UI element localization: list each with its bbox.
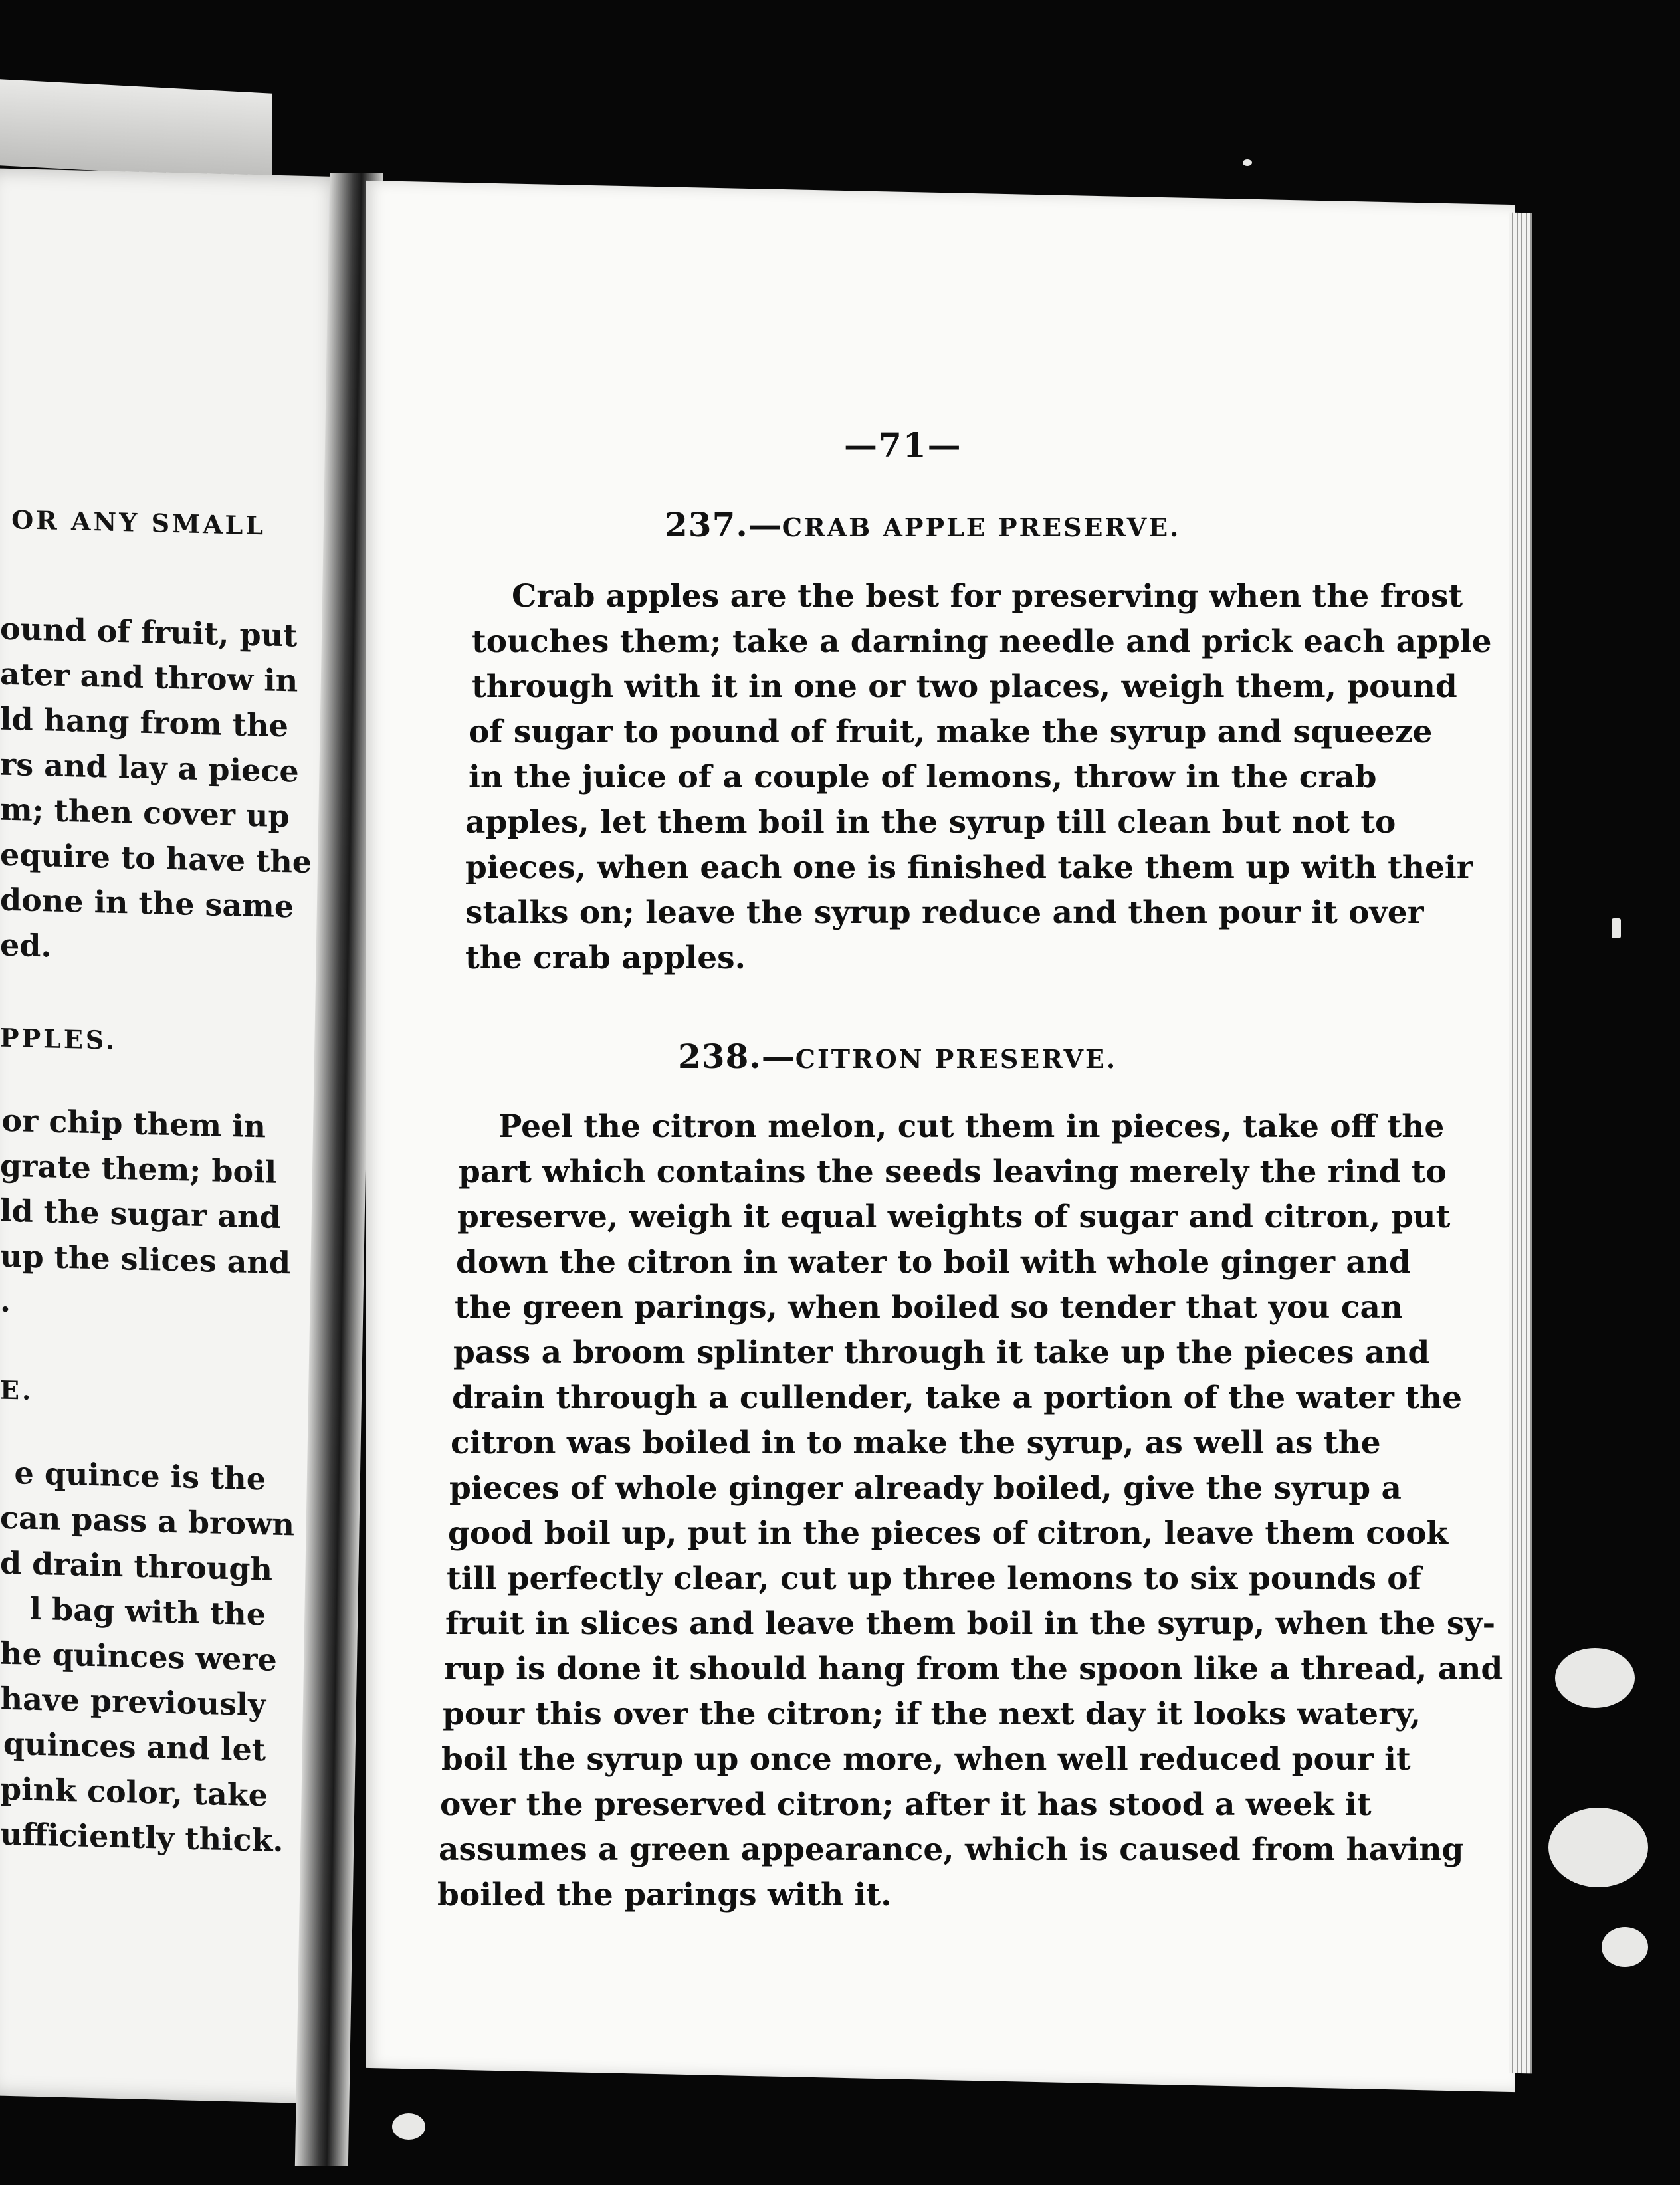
recipe-237-line: in the juice of a couple of lemons, throw in the crab: [469, 759, 1377, 795]
scan-noise: [1602, 1927, 1648, 1967]
left-page-top-edge: [0, 79, 272, 179]
left-page-line: or chip them in: [1, 1102, 266, 1145]
left-page-line: equire to have the: [0, 836, 312, 881]
left-page-line: d drain through: [0, 1544, 272, 1588]
left-page-line: pink color, take: [0, 1770, 268, 1814]
recipe-238-line: preserve, weigh it equal weights of sugar and citron, put: [457, 1199, 1451, 1235]
left-page-line: can pass a brown: [0, 1499, 294, 1543]
left-page-line: done in the same: [0, 881, 294, 925]
scan-noise: [1555, 1648, 1635, 1708]
left-page-line: rs and lay a piece: [0, 746, 299, 789]
recipe-238-line: citron was boiled in to make the syrup, as well as the: [451, 1425, 1381, 1461]
recipe-237-line: apples, let them boil in the syrup till clean but not to: [465, 804, 1396, 841]
left-page-line: OR ANY SMALL: [11, 504, 266, 541]
recipe-number: 238.—: [678, 1037, 795, 1076]
recipe-238-line: part which contains the seeds leaving merely the rind to: [459, 1154, 1447, 1190]
recipe-237-line: of sugar to pound of fruit, make the syrup and squeeze: [469, 714, 1433, 750]
right-page-edge: [1509, 213, 1532, 2074]
left-page-line: he quinces were: [0, 1635, 277, 1678]
recipe-238-line: the green parings, when boiled so tender that you can: [455, 1289, 1404, 1326]
left-page-line: ufficiently thick.: [0, 1816, 284, 1859]
recipe-237-line: stalks on; leave the syrup reduce and then pour it over: [465, 894, 1424, 931]
left-page-line: ater and throw in: [0, 655, 298, 699]
recipe-237-title: [665, 505, 1180, 544]
recipe-238-line: till perfectly clear, cut up three lemons to six pounds of: [447, 1560, 1421, 1597]
scan-noise: [1612, 918, 1621, 938]
recipe-238-line: drain through a cullender, take a portion of the water the: [452, 1380, 1462, 1416]
recipe-238-line: assumes a green appearance, which is caused from having: [439, 1831, 1464, 1868]
left-page-line: l bag with the: [29, 1590, 266, 1633]
left-page-line: have previously: [0, 1680, 266, 1723]
recipe-238-line: rup is done it should hang from the spoon like a thread, and: [444, 1651, 1503, 1687]
recipe-238-line: pass a broom splinter through it take up the pieces and: [453, 1334, 1430, 1371]
scan-noise: [1548, 1808, 1648, 1887]
scan-noise: [1243, 159, 1252, 166]
left-page-line: m; then cover up: [0, 791, 290, 835]
recipe-238-line: pieces of whole ginger already boiled, give the syrup a: [449, 1470, 1402, 1507]
scan-noise: [392, 2113, 425, 2140]
recipe-238-line: boil the syrup up once more, when well reduced pour it: [441, 1741, 1411, 1778]
recipe-238-line: pour this over the citron; if the next day it looks watery,: [443, 1696, 1421, 1732]
recipe-238-line: over the preserved citron; after it has stood a week it: [440, 1786, 1372, 1823]
recipe-number: 237.—: [665, 505, 782, 544]
left-page-line: E.: [0, 1374, 34, 1405]
recipe-238-line: Peel the citron melon, cut them in pieces, take off the: [498, 1108, 1445, 1145]
left-page-line: ed.: [0, 926, 52, 964]
left-page-line: PPLES.: [0, 1022, 118, 1055]
left-page-line: .: [0, 1283, 11, 1320]
left-page-line: grate them; boil: [0, 1147, 277, 1190]
recipe-238-line: boiled the parings with it.: [437, 1877, 892, 1913]
recipe-238-title: [678, 1037, 1117, 1076]
recipe-name: CITRON PRESERVE.: [795, 1044, 1118, 1074]
left-page-line: up the slices and: [0, 1237, 291, 1281]
left-page-line: ound of fruit, put: [0, 610, 298, 654]
recipe-237-line: the crab apples.: [465, 940, 746, 976]
recipe-238-line: down the citron in water to boil with whole ginger and: [456, 1244, 1411, 1281]
left-page-line: ld hang from the: [0, 700, 288, 744]
left-page-line: quinces and let: [3, 1725, 266, 1768]
recipe-237-line: touches them; take a darning needle and prick each apple: [472, 623, 1492, 660]
left-page-line: e quince is the: [14, 1455, 266, 1497]
recipe-238-line: good boil up, put in the pieces of citron, leave them cook: [448, 1515, 1449, 1552]
left-page-line: ld the sugar and: [0, 1192, 281, 1235]
left-page: [0, 169, 346, 2105]
recipe-238-line: fruit in slices and leave them boil in the syrup, when the sy-: [445, 1606, 1496, 1642]
recipe-237-line: Crab apples are the best for preserving when the frost: [512, 578, 1463, 615]
recipe-237-line: pieces, when each one is finished take them up with their: [465, 849, 1473, 886]
page-number: —71—: [844, 425, 962, 465]
recipe-237-line: through with it in one or two places, weigh them, pound: [472, 669, 1457, 705]
recipe-name: CRAB APPLE PRESERVE.: [782, 512, 1181, 542]
